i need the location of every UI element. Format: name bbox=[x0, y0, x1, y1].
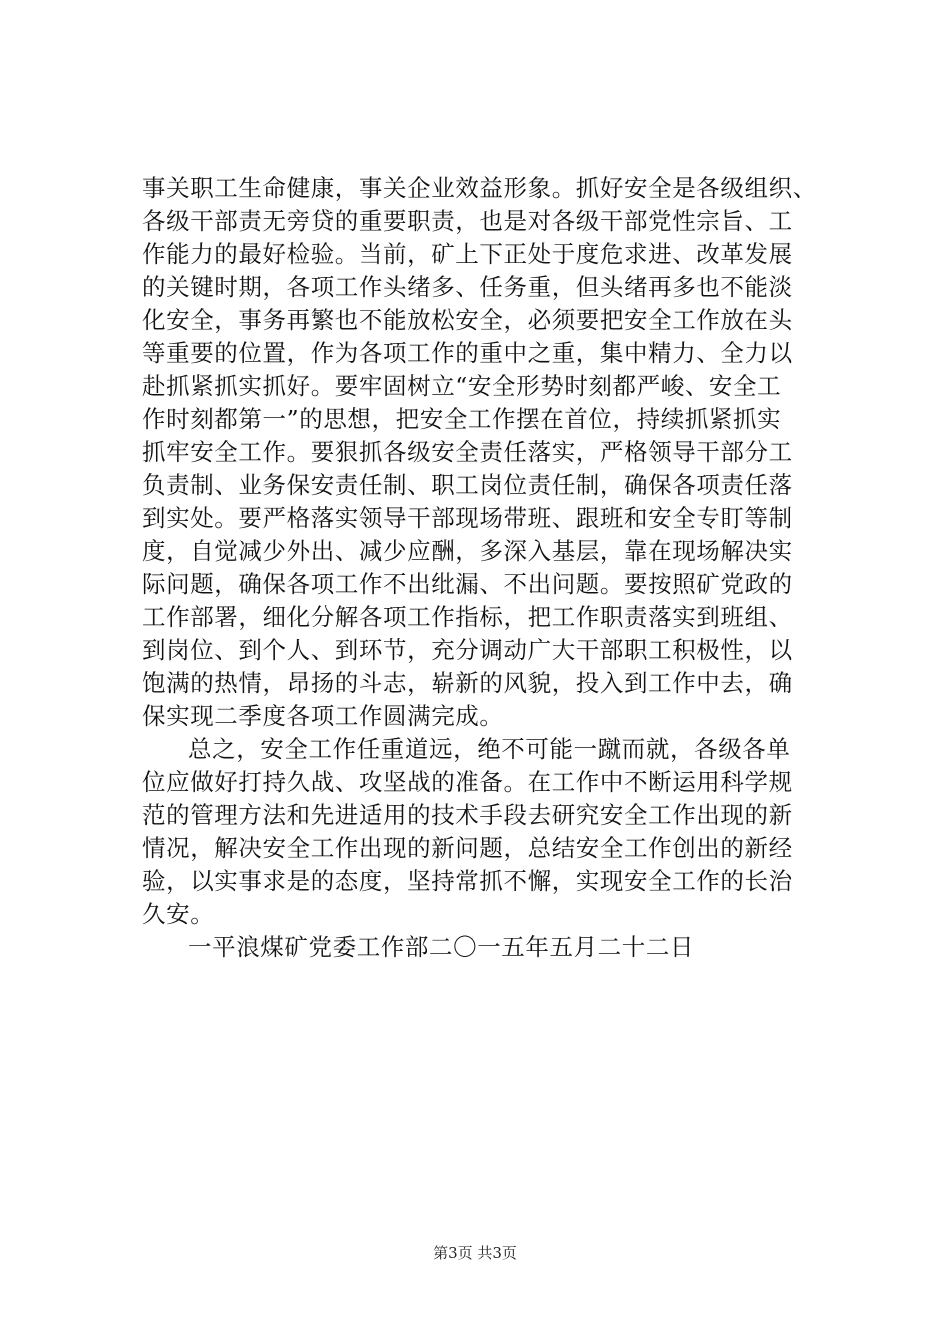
text-line: 位应做好打持久战、攻坚战的准备。在工作中不断运用科学规 bbox=[142, 768, 793, 796]
text-line: 赴抓紧抓实抓好。要牢固树立“安全形势时刻都严峻、安全工 bbox=[142, 372, 782, 400]
text-line: 保实现二季度各项工作圆满完成。 bbox=[142, 702, 504, 730]
text-line: 总之，安全工作任重道远，绝不可能一蹴而就，各级各单 bbox=[188, 735, 791, 763]
text-line: 作时刻都第一”的思想，把安全工作摆在首位，持续抓紧抓实 bbox=[142, 405, 782, 433]
text-line: 负责制、业务保安责任制、职工岗位责任制，确保各项责任落 bbox=[142, 471, 793, 499]
page-number-footer: 第3页 共3页 bbox=[433, 1244, 517, 1262]
paragraph-1 bbox=[142, 172, 832, 733]
text-line: 抓牢安全工作。要狠抓各级安全责任落实，严格领导干部分工 bbox=[142, 438, 793, 466]
text-line: 各级干部责无旁贷的重要职责，也是对各级干部党性宗旨、工 bbox=[142, 207, 793, 235]
text-line: 事关职工生命健康，事关企业效益形象。抓好安全是各级组织、 bbox=[142, 174, 817, 202]
document-body bbox=[142, 172, 832, 964]
text-line: 化安全，事务再繁也不能放松安全，必须要把安全工作放在头 bbox=[142, 306, 793, 334]
text-line: 情况，解决安全工作出现的新问题，总结安全工作创出的新经 bbox=[142, 834, 793, 862]
text-line: 饱满的热情，昂扬的斗志，崭新的风貌，投入到工作中去，确 bbox=[142, 669, 793, 697]
text-line: 等重要的位置，作为各项工作的重中之重，集中精力、全力以 bbox=[142, 339, 793, 367]
signature-line: 一平浪煤矿党委工作部二〇一五年五月二十二日 bbox=[188, 933, 695, 961]
text-line: 作能力的最好检验。当前，矿上下正处于度危求进、改革发展 bbox=[142, 240, 793, 268]
text-line: 到实处。要严格落实领导干部现场带班、跟班和安全专盯等制 bbox=[142, 504, 793, 532]
text-line: 久安。 bbox=[142, 900, 215, 928]
text-line: 范的管理方法和先进适用的技术手段去研究安全工作出现的新 bbox=[142, 801, 793, 829]
text-line: 际问题，确保各项工作不出纰漏、不出问题。要按照矿党政的 bbox=[142, 570, 793, 598]
text-line: 到岗位、到个人、到环节，充分调动广大干部职工积极性，以 bbox=[142, 636, 793, 664]
paragraph-2 bbox=[142, 733, 832, 931]
text-line: 的关键时期，各项工作头绪多、任务重，但头绪再多也不能淡 bbox=[142, 273, 793, 301]
text-line: 度，自觉减少外出、减少应酬，多深入基层，靠在现场解决实 bbox=[142, 537, 793, 565]
text-line: 工作部署，细化分解各项工作指标，把工作职责落实到班组、 bbox=[142, 603, 793, 631]
text-line: 验，以实事求是的态度，坚持常抓不懈，实现安全工作的长治 bbox=[142, 867, 793, 895]
